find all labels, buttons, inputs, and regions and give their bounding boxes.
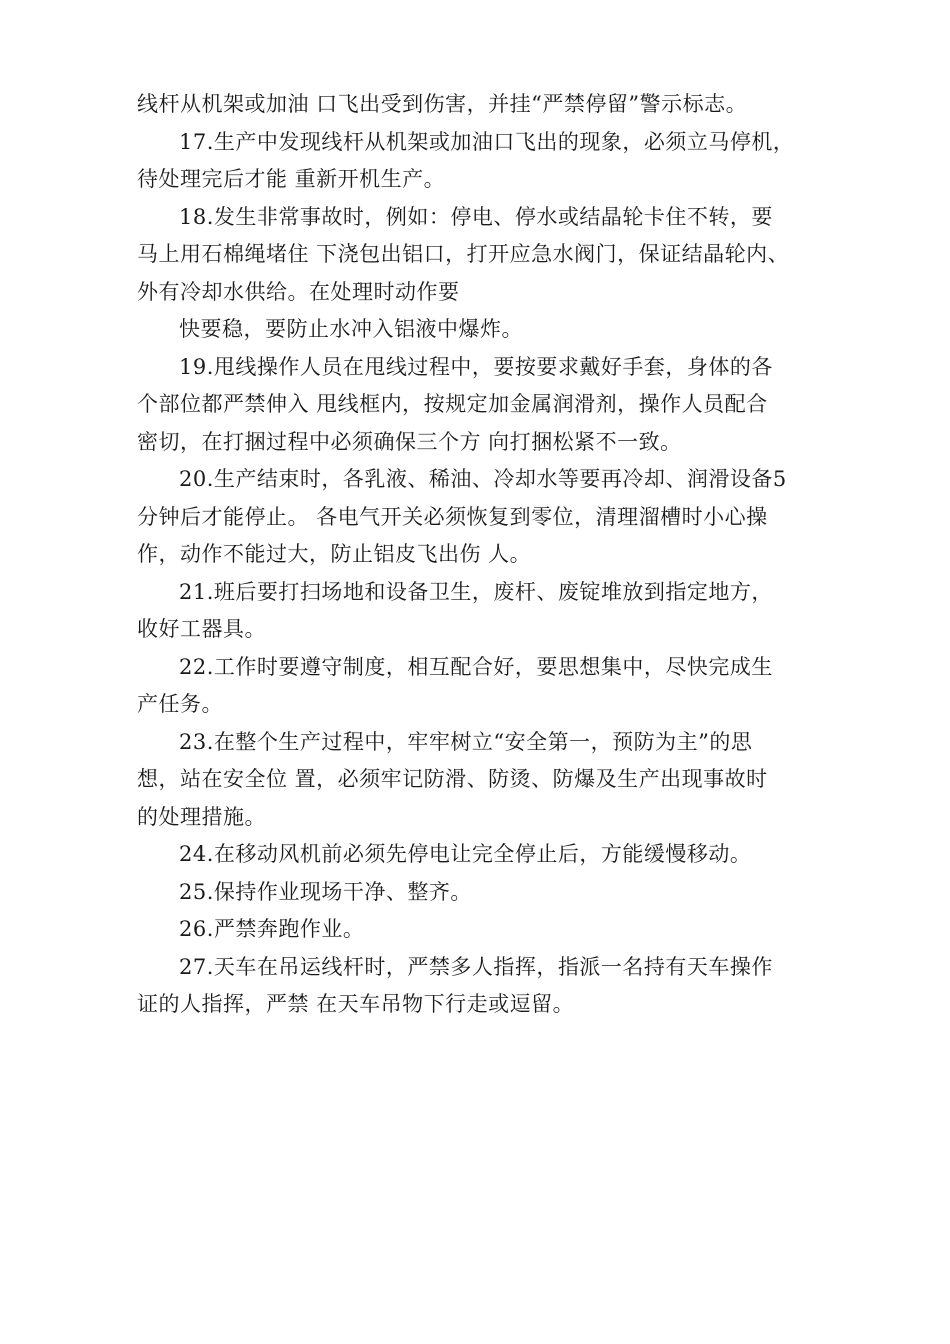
text-line: 线杆从机架或加油 口飞出受到伤害，并挂“严禁停留”警示标志。 xyxy=(137,92,748,116)
text-line: 19.甩线操作人员在甩线过程中，要按要求戴好手套，身体的各 xyxy=(179,354,773,379)
text-line: 的处理措施。 xyxy=(137,804,266,829)
text-line: 产任务。 xyxy=(137,692,223,716)
text-line: 快要稳，要防止水冲入铝液中爆炸。 xyxy=(179,317,523,341)
text-line: 22.工作时要遵守制度，相互配合好，要思想集中，尽快完成生 xyxy=(179,654,773,679)
text-line: 27.天车在吊运线杆时，严禁多人指挥，指派一名持有天车操作 xyxy=(179,954,773,979)
text-line: 分钟后才能停止。 各电气开关必须恢复到零位，清理溜槽时小心操 xyxy=(137,504,768,529)
text-line: 17.生产中发现线杆从机架或加油口飞出的现象，必须立马停机， xyxy=(179,129,795,154)
text-line: 24.在移动风机前必须先停电让完全停止后，方能缓慢移动。 xyxy=(179,842,752,866)
text-line: 密切，在打捆过程中必须确保三个方 向打捆松紧不一致。 xyxy=(137,429,682,454)
text-line: 想，站在安全位 置，必须牢记防滑、防烫、防爆及生产出现事故时 xyxy=(137,767,768,791)
document-body xyxy=(137,86,817,1024)
text-line: 证的人指挥，严禁 在天车吊物下行走或逗留。 xyxy=(137,992,575,1016)
text-line: 25.保持作业现场干净、整齐。 xyxy=(179,879,472,904)
text-line: 马上用石棉绳堵住 下浇包出铝口，打开应急水阀门，保证结晶轮内、 xyxy=(137,242,790,266)
text-line: 外有冷却水供给。在处理时动作要 xyxy=(137,279,460,304)
text-line: 作，动作不能过大，防止铝皮飞出伤 人。 xyxy=(137,542,532,566)
text-line: 个部位都严禁伸入 甩线框内，按规定加金属润滑剂，操作人员配合 xyxy=(137,392,768,416)
text-line: 待处理完后才能 重新开机生产。 xyxy=(137,167,446,191)
text-line: 收好工器具。 xyxy=(137,617,266,641)
text-line: 21.班后要打扫场地和设备卫生，废杆、废锭堆放到指定地方， xyxy=(179,579,773,604)
text-line: 18.发生非常事故时，例如：停电、停水或结晶轮卡住不转，要 xyxy=(179,204,773,229)
text-line: 23.在整个生产过程中，牢牢树立“安全第一，预防为主”的思 xyxy=(179,729,753,754)
text-line: 26.严禁奔跑作业。 xyxy=(179,917,365,941)
text-line: 20.生产结束时，各乳液、稀油、冷却水等要再冷却、润滑设备5 xyxy=(179,467,787,491)
